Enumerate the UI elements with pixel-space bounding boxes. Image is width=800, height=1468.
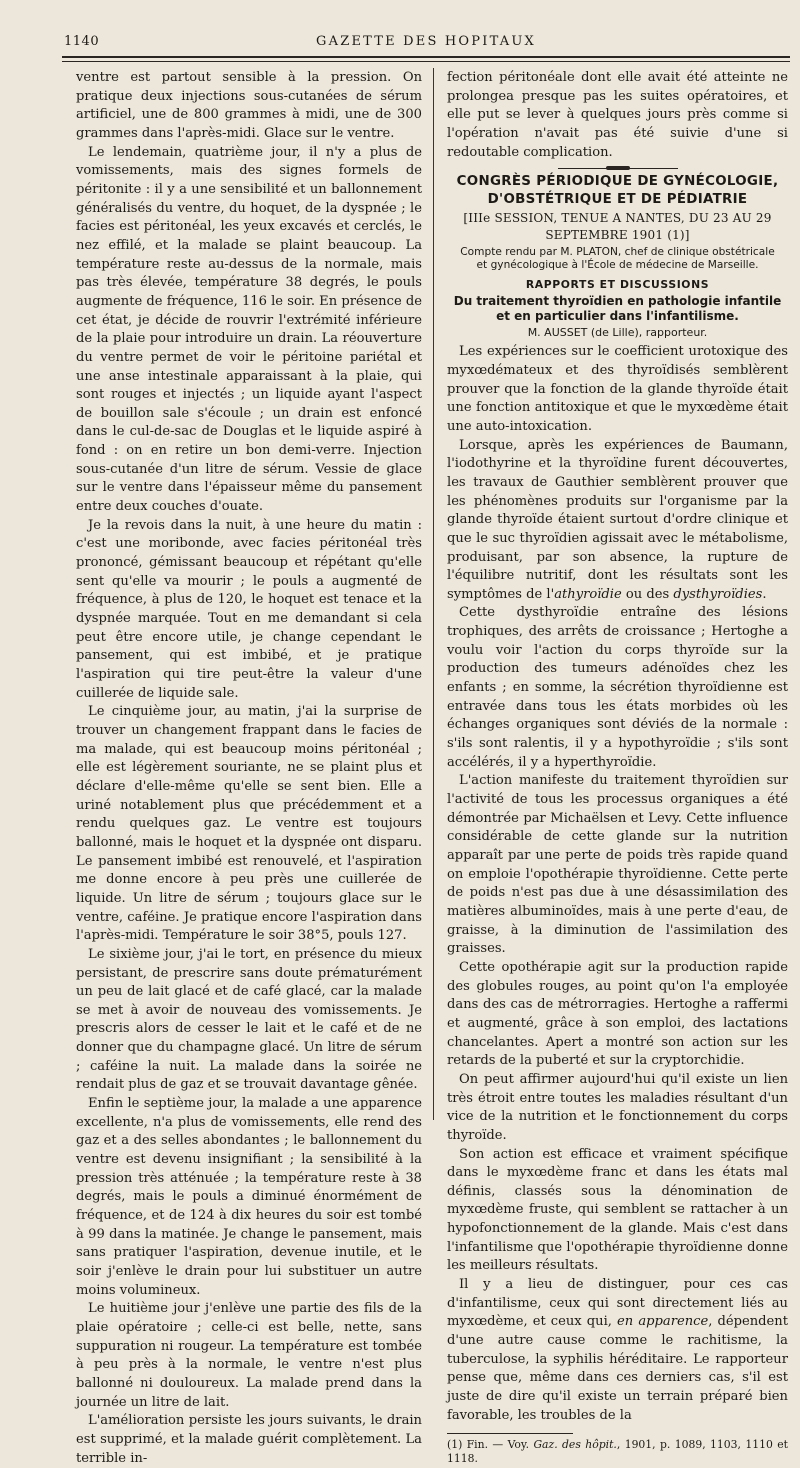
- page-header: [64, 34, 788, 50]
- left-paragraph-2: Le lendemain, quatrième jour, il n'y a plus de vomissements, mais des signes formels de péritonite : il y a une sensibilité et un ballonnement généralisés du ventre, du hoquet, de la dyspnée ; le facies est péritonéal, les yeux excavés et cerclés, le nez effilé, et la malade se plaint beaucoup. La température reste au-dessus de la normale, mais pas très élevée, température 38 degrés, le pouls augmente de fréquence, 116 le soir. En présence de cet état, je décide de rouvrir l'extrémité inférieure de la plaie pour introduire un drain. La réouverture du ventre permet de voir le péritoine pariétal et une anse intestinale apparaissant à la plaie, qui sont rouges et injectés ; un liquide ayant l'aspect de bouillon sale s'écoule ; un drain est enfoncé dans le cul-de-sac de Douglas et le liquide aspiré à fond : on en retire un bon demi-verre. Injection sous-cutanée d'un litre de sérum. Vessie de glace sur le ventre dans l'épaisseur même du pansement entre deux couches d'ouate.: [76, 144, 422, 515]
- congress-title-line-1: CONGRÈS PÉRIODIQUE DE GYNÉCOLOGIE,: [456, 174, 779, 190]
- footnote-label: (1) Fin. — Voy.: [447, 1438, 534, 1452]
- running-title: GAZETTE DES HOPITAUX: [316, 34, 536, 49]
- right-continuation: fection péritonéale dont elle avait été atteinte ne prolongea presque pas les suites opératoires, et elle put se lever à quelques jours près comme si l'opération n'avait pas été suivie d'une si redoutable complication.: [447, 70, 788, 160]
- rapporteur: M. AUSSET (de Lille), rapporteur.: [527, 326, 708, 340]
- congress-session: [IIIe SESSION, TENUE A NANTES, DU 23 AU 29 SEPTEMBRE 1901 (1)]: [463, 211, 772, 243]
- left-paragraph-4: Le cinquième jour, au matin, j'ai la surprise de trouver un changement frappant dans le facies de ma malade, qui est beaucoup moins péritonéal ; elle est légèrement souriante, ne se plaint plus et déclare d'elle-même qu'elle se sent bien. Elle a uriné notablement plus que précédemment et a rendu quelques gaz. Le ventre est toujours ballonné, mais le hoquet et la dyspnée ont disparu. Le pansement imbibé est renouvelé, et l'aspiration me donne encore à peu près une cuillerée de liquide. Un litre de sérum ; toujours glace sur le ventre, caféine. Je pratique encore l'aspiration dans l'après-midi. Température le soir 38°5, pouls 127.: [76, 704, 422, 944]
- footnote-rest: , 1901, p. 1089, 1103, 1110 et 1118.: [447, 1438, 788, 1466]
- right-paragraph-2: Lorsque, après les expériences de Baumann, l'iodothyrine et la thyroïdine furent découvertes, les travaux de Gauthier semblèrent prouver que les phénomènes produits sur l'organisme par la glande thyroïde étaient surtout d'ordre clinique et que le suc thyroïdien agissait avec le métabolisme, produisant, par son absence, la rupture de l'équilibre nutritif, dont les résultats sont les symptômes de l'athyroïdie ou des dysthyroïdies.: [447, 437, 788, 602]
- italic-dysthyroidies: dysthyroïdies: [673, 586, 763, 602]
- left-paragraph-3: Je la revois dans la nuit, à une heure du matin : c'est une moribonde, avec facies péritonéal très prononcé, gémissant beaucoup et répétant qu'elle sent qu'elle va mourir ; le pouls a augmenté de fréquence, à plus de 120, le hoquet est tenace et la dyspnée marquée. Tout en me demandant si cela peut être encore utile, je change cependant le pansement, qui est imbibé, et je pratique l'aspiration qui tire peut-être la valeur d'une cuillerée de liquide sale.: [76, 517, 422, 701]
- left-paragraph-1: ventre est partout sensible à la pression. On pratique deux injections sous-cutanées de sérum artificiel, une de 800 grammes à midi, une de 300 grammes dans l'après-midi. Glace sur le ventre.: [76, 70, 422, 141]
- right-paragraph-8-text: Il y a lieu de distinguer, pour ces cas d'infantilisme, ceux qui sont directement liés au myxœdème, et ceux qui,: [447, 1277, 788, 1330]
- compte-rendu: [447, 246, 788, 272]
- left-paragraph-8: L'amélioration persiste les jours suivants, le drain est supprimé, et la malade guérit complètement. La terrible in-: [76, 1413, 422, 1466]
- italic-en-apparence: en apparence: [617, 1314, 709, 1330]
- right-paragraph-1: Les expériences sur le coefficient urotoxique des myxœdémateux et des thyroïdisés semblèrent prouver que la fonction de la glande thyroïde était une fonction antitoxique et que le myxœdème était une auto-intoxication.: [447, 344, 788, 434]
- column-divider: [433, 68, 434, 1120]
- congress-title: [447, 173, 788, 209]
- right-paragraph-2-text: Lorsque, après les expériences de Baumann, l'iodothyrine et la thyroïdine furent découvertes, les travaux de Gauthier semblèrent prouver que les phénomènes produits sur l'organisme par la glande thyroïde étaient surtout d'ordre clinique et que le suc thyroïdien agissait avec le métabolisme, produisant, par son absence, la rupture de l'équilibre nutritif, dont les résultats sont les symptômes de l': [447, 437, 788, 602]
- right-paragraph-8: Il y a lieu de distinguer, pour ces cas d'infantilisme, ceux qui sont directement liés au myxœdème, et ceux qui, en apparence, dépendent d'une autre cause comme le rachitisme, la tuberculose, la syphilis héréditaire. Le rapporteur pense que, même dans ces derniers cas, s'il est juste de dire qu'il existe un terrain préparé bien favorable, les troubles de la: [447, 1277, 789, 1423]
- left-paragraph-6: Enfin le septième jour, la malade a une apparence excellente, n'a plus de vomissements, elle rend des gaz et a des selles abondantes ; le ballonnement du ventre est devenu insignifiant ; la sensibilité à la pression très atténuée ; la température reste à 38 degrés, mais le pouls a diminué énormément de fréquence, et de 124 à dix heures du soir est tombé à 99 dans la matinée. Je change le pansement, mais sans pratiquer l'aspiration, devenue inutile, et le soir j'enlève le drain pour lui substituer un autre moins volumineux.: [76, 1096, 422, 1298]
- topic-title-line-1: Du traitement thyroïdien en pathologie infantile: [453, 294, 782, 309]
- section-head: RAPPORTS ET DISCUSSIONS: [525, 278, 710, 292]
- footnote: [447, 1438, 788, 1466]
- right-paragraph-3: Cette dysthyroïdie entraîne des lésions trophiques, des arrêts de croissance ; Hertoghe a voulu voir l'action du corps thyroïde sur la production des tumeurs adénoïdes chez les enfants ; en somme, la sécrétion thyroïdienne est entravée dans tous les états morbides où les échanges organiques sont déviés de la normale : s'ils sont ralentis, il y a hypothyroïdie ; s'ils sont accélérés, il y a hyperthyroïdie.: [447, 605, 788, 770]
- congress-title-line-2: D'OBSTÉTRIQUE ET DE PÉDIATRIE: [487, 192, 748, 208]
- italic-athyroidie: athyroïdie: [554, 586, 622, 602]
- page-number: 1140: [64, 34, 100, 49]
- topic-title: [447, 294, 788, 324]
- header-rule-thin: [62, 61, 790, 62]
- right-paragraph-5: Cette opothérapie agit sur la production rapide des globules rouges, au point qu'on l'a employée dans des cas de métrorragies. Hertoghe a raffermi et augmenté, grâce à son emploi, des lactations chancelantes. Apert a montré son action sur les retards de la puberté et sur la cryptorchidie.: [447, 959, 788, 1069]
- left-column: [76, 69, 422, 1468]
- right-column: [447, 69, 788, 1466]
- right-paragraph-7: Son action est efficace et vraiment spécifique dans le myxœdème franc et dans les états mal définis, classés sous la dénomination de myxœdème fruste, qui semblent se rattacher à un hypofonctionnement de la glande. Mais c'est dans l'infantilisme que l'opothérapie thyroïdienne donne les meilleurs résultats.: [447, 1146, 788, 1274]
- right-paragraph-4: L'action manifeste du traitement thyroïdien sur l'activité de tous les processus organiques a été démontrée par Michaëlsen et Levy. Cette influence considérable de cette glande sur la nutrition apparaît par une perte de poids très rapide quand on emploie l'opothérapie thyroïdienne. Cette perte de poids n'est pas due à une désassimilation des matières albuminoïdes, mais à une perte d'eau, de graisse, à la diminution de l'assimilation des graisses.: [447, 773, 788, 957]
- header-rule-thick: [62, 56, 790, 58]
- compte-rendu-line-1: Compte rendu par M. PLATON, chef de clinique obstétricale: [460, 246, 775, 259]
- footnote-journal: Gaz. des hôpit.: [533, 1438, 617, 1452]
- text-ou-des: ou des: [621, 586, 674, 602]
- compte-rendu-line-2: et gynécologique à l'École de médecine de Marseille.: [476, 259, 759, 272]
- right-paragraph-6: On peut affirmer aujourd'hui qu'il existe un lien très étroit entre toutes les maladies résultant d'un vice de la nutrition et le fonctionnement du corps thyroïde.: [447, 1071, 788, 1143]
- footnote-rule: [447, 1433, 573, 1434]
- right-paragraph-8-rest: dépendent d'une autre cause comme le rachitisme, la tuberculose, la syphilis héréditaire. Le rapporteur pense que, même dans ces derniers cas, s'il est juste de dire qu'il existe un terrain préparé bien favorable, les troubles de la: [447, 1314, 789, 1423]
- left-paragraph-7: Le huitième jour j'enlève une partie des fils de la plaie opératoire ; celle-ci est belle, nette, sans suppuration ni rougeur. La température est tombée à peu près à la normale, le ventre n'est plus ballonné ni douloureux. La malade prend dans la journée un litre de lait.: [76, 1301, 422, 1410]
- left-paragraph-5: Le sixième jour, j'ai le tort, en présence du mieux persistant, de prescrire sans doute prématurément un peu de lait glacé et de café glacé, car la malade se met à avoir de nouveau des vomissements. Je prescris alors de cesser le lait et le café et de ne donner que du champagne glacé. Un litre de sérum ; caféine la nuit. La malade dans la soirée ne rendait plus de gaz et se trouvait davantage gênée.: [76, 946, 422, 1093]
- section-separator: [558, 168, 678, 169]
- topic-title-line-2: et en particulier dans l'infantilisme.: [496, 309, 739, 324]
